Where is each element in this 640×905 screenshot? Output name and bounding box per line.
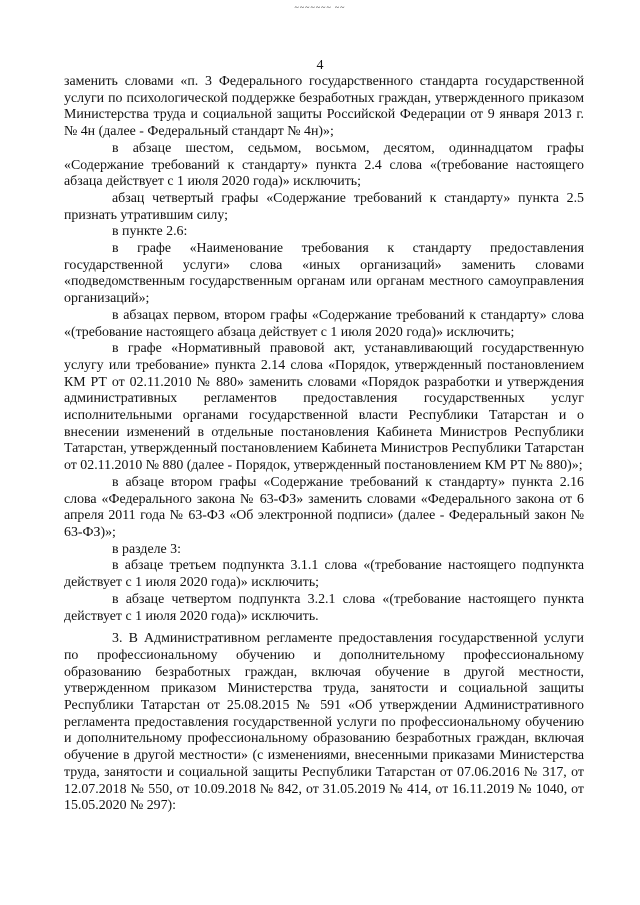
paragraph-item-2-14: в графе «Нормативный правовой акт, устанавливающий государственную услугу или требование» пункта 2.14 слова «Порядок, утвержденный постановлением КМ РТ от 02.11.2010 № 880» заменить словами «Порядок разработки и утверждения административных регламентов предоставления государственных услуг исполнительными органами государственной власти Республики Татарстан и о внесении изменений в отдельные постановления Кабинета Министров Республики Татарстан, утвержденный постановлением Кабинета Министров Республики Татарстан от 02.11.2010 № 880 (далее - Порядок, утвержденный постановлением КМ РТ № 880)»; [64,341,584,474]
paragraph-item-2-16: в абзаце втором графы «Содержание требований к стандарту» пункта 2.16 слова «Федерального закона № 63-ФЗ» заменить словами «Федерального закона от 6 апреля 2011 года № 63-ФЗ «Об электронной подписи» (далее - Федеральный закон № 63-ФЗ)»; [64,474,584,540]
paragraph-item-2-6-name: в графе «Наименование требования к стандарту предоставления государственной услуги» слова «иных организаций» заменить словами «подведомственным государственным органам или органам местного самоуправления организаций»; [64,241,584,307]
paragraph-clause-3: 3. В Административном регламенте предоставления государственной услуги по профессиональному обучению и дополнительному профессиональному образованию безработных граждан, включая обучение в другой местности, утвержденном приказом Министерства труда, занятости и социальной защиты Республики Татарстан от 25.08.2015 № 591 «Об утверждении Административного регламента предоставления государственной услуги по профессиональному обучению и дополнительному профессиональному образованию безработных граждан, включая обучение в другой местности» (с изменениями, внесенными приказами Министерства труда, занятости и социальной защиты Республики Татарстан от 07.06.2016 № 317, от 12.07.2018 № 550, от 10.09.2018 № 842, от 31.05.2019 № 414, от 16.11.2019 № 1040, от 15.05.2020 № 297): [64,631,584,814]
scan-artifact-mark: ~~~~~~~ ~~ [294,3,346,12]
paragraph-replace-words: заменить словами «п. 3 Федерального государственного стандарта государственной услуги по психологической поддержке безработных граждан, утвержденного приказом Министерства труда и социальной защиты Российской Федерации от 9 января 2013 г. № 4н (далее - Федеральный стандарт № 4н)»; [64,74,584,140]
paragraph-item-2-6-heading: в пункте 2.6: [112,224,188,240]
paragraph-item-3-2-1: в абзаце четвертом подпункта 3.2.1 слова «(требование настоящего пункта действует с 1 июля 2020 года)» исключить. [64,591,584,624]
paragraph-item-2-6-content: в абзацах первом, втором графы «Содержание требований к стандарту» слова «(требование настоящего абзаца действует с 1 июля 2020 года)» исключить; [64,307,584,340]
paragraph-item-2-5: абзац четвертый графы «Содержание требований к стандарту» пункта 2.5 признать утратившим силу; [64,190,584,223]
paragraph-item-3-1-1: в абзаце третьем подпункта 3.1.1 слова «(требование настоящего подпункта действует с 1 июля 2020 года)» исключить; [64,558,584,591]
document-body [64,74,584,815]
paragraph-item-2-4: в абзаце шестом, седьмом, восьмом, десятом, одиннадцатом графы «Содержание требований к стандарту» пункта 2.4 слова «(требование настоящего абзаца действует с 1 июля 2020 года)» исключить; [64,140,584,190]
paragraph-section-3-heading: в разделе 3: [112,541,181,557]
page-number: 4 [316,58,324,73]
